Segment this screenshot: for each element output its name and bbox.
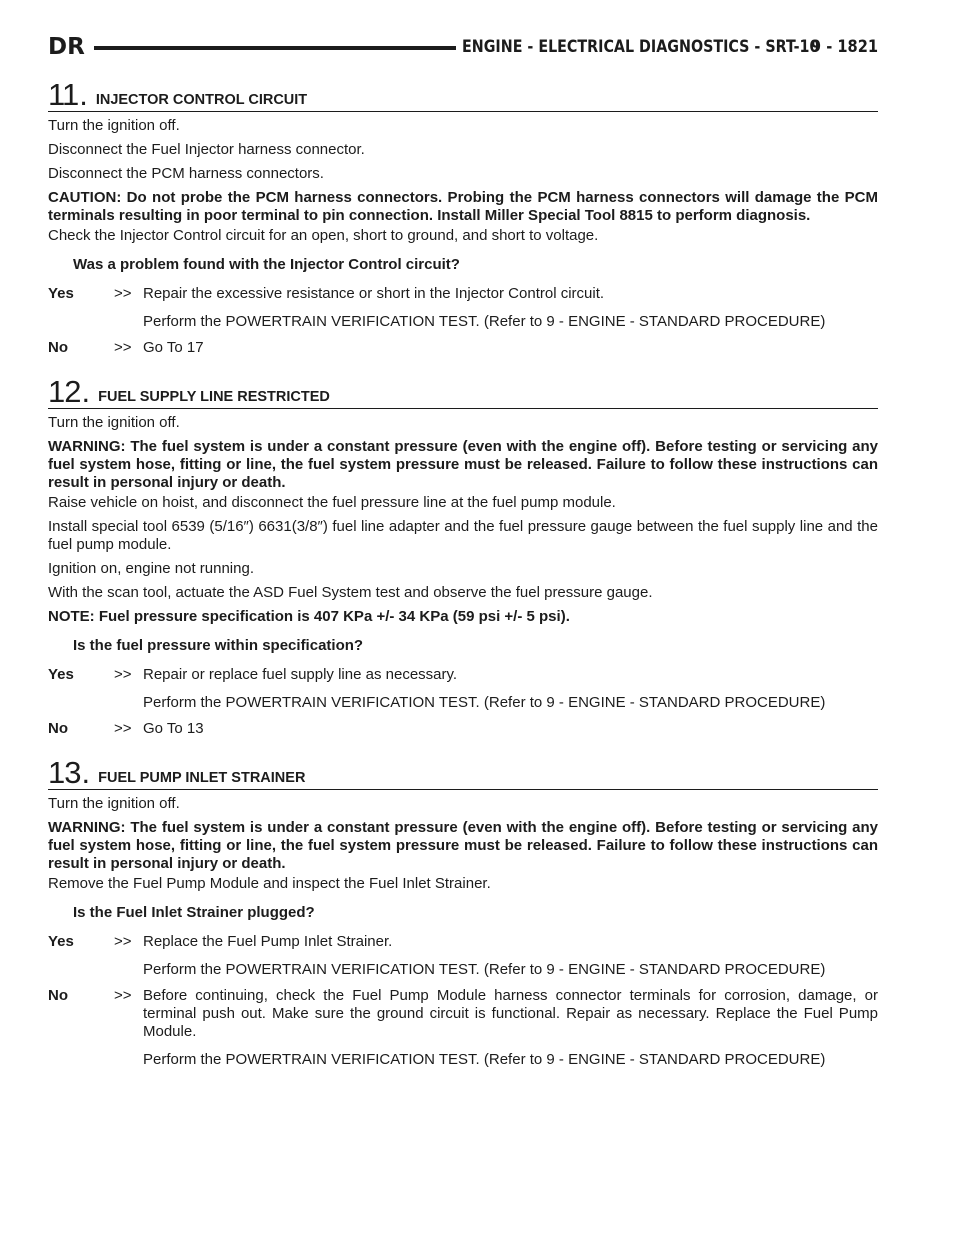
step-heading	[48, 77, 878, 112]
step-13	[48, 755, 878, 1069]
answer-yes	[48, 933, 878, 979]
answer-label: Yes	[48, 933, 74, 950]
answer-action: Before continuing, check the Fuel Pump Module harness connector terminals for corrosion, damage, or terminal push out. Make sure the ground circuit is functional. Repair as necessary. Replace the Fuel Pump Module.	[143, 987, 878, 1040]
instruction: Install special tool 6539 (5/16″) 6631(3/8″) fuel line adapter and the fuel pressure gauge between the fuel supply line and the fuel pump module.	[48, 518, 878, 553]
answer-arrow: >>	[114, 339, 132, 356]
step-12	[48, 374, 878, 738]
header-rule	[94, 46, 456, 50]
instruction: Check the Injector Control circuit for an open, short to ground, and short to voltage.	[48, 227, 599, 244]
diagnostic-question: Was a problem found with the Injector Control circuit?	[73, 256, 460, 273]
answer-label: No	[48, 987, 68, 1004]
answer-arrow: >>	[114, 666, 132, 683]
answer-action: Go To 17	[143, 339, 204, 356]
step-heading	[48, 374, 878, 409]
diagnostic-question: Is the Fuel Inlet Strainer plugged?	[73, 904, 315, 921]
answer-label: Yes	[48, 285, 74, 302]
step-heading	[48, 755, 878, 790]
header-page-number: 9 - 1821	[810, 37, 878, 57]
answer-action: Repair or replace fuel supply line as necessary.	[143, 666, 458, 683]
answer-action: Perform the POWERTRAIN VERIFICATION TEST. (Refer to 9 - ENGINE - STANDARD PROCEDURE)	[143, 1051, 826, 1068]
step-number-dot: .	[79, 77, 88, 112]
answer-action: Perform the POWERTRAIN VERIFICATION TEST. (Refer to 9 - ENGINE - STANDARD PROCEDURE)	[143, 313, 826, 330]
answer-yes	[48, 666, 878, 712]
answer-arrow: >>	[114, 987, 132, 1004]
step-number: 13	[48, 755, 81, 790]
instruction: With the scan tool, actuate the ASD Fuel System test and observe the fuel pressure gauge.	[48, 584, 653, 601]
answer-yes	[48, 285, 878, 331]
step-number-dot: .	[81, 755, 91, 790]
answer-label: No	[48, 339, 68, 356]
answer-arrow: >>	[114, 720, 132, 737]
warning-text: WARNING: The fuel system is under a constant pressure (even with the engine off). Before testing or servicing any fuel system hose, fitting or line, the fuel system pressure must be released. Failure to follow these instructions can result in personal injury or death.	[48, 819, 878, 872]
answer-label: No	[48, 720, 68, 737]
warning-text: WARNING: The fuel system is under a constant pressure (even with the engine off). Before testing or servicing any fuel system hose, fitting or line, the fuel system pressure must be released. Failure to follow these instructions can result in personal injury or death.	[48, 438, 878, 491]
step-title: FUEL PUMP INLET STRAINER	[98, 770, 306, 786]
instruction: Turn the ignition off.	[48, 795, 180, 812]
caution-text: CAUTION: Do not probe the PCM harness connectors. Probing the PCM harness connectors will damage the PCM terminals resulting in poor terminal to pin connection. Install Miller Special Tool 8815 to perform diagnosis.	[48, 189, 878, 224]
instruction: Turn the ignition off.	[48, 117, 180, 134]
answer-action: Perform the POWERTRAIN VERIFICATION TEST. (Refer to 9 - ENGINE - STANDARD PROCEDURE)	[143, 694, 826, 711]
answer-action: Perform the POWERTRAIN VERIFICATION TEST. (Refer to 9 - ENGINE - STANDARD PROCEDURE)	[143, 961, 826, 978]
instruction: Raise vehicle on hoist, and disconnect the fuel pressure line at the fuel pump module.	[48, 494, 616, 511]
answer-no	[48, 720, 878, 738]
answer-label: Yes	[48, 666, 74, 683]
answer-action: Go To 13	[143, 720, 204, 737]
running-header	[48, 32, 878, 66]
header-section-code: DR	[48, 34, 85, 60]
header-title: ENGINE - ELECTRICAL DIAGNOSTICS - SRT-10	[462, 37, 820, 57]
step-11	[48, 77, 878, 357]
answer-no	[48, 987, 878, 1069]
instruction: Remove the Fuel Pump Module and inspect the Fuel Inlet Strainer.	[48, 875, 491, 892]
answer-no	[48, 339, 878, 357]
instruction: Ignition on, engine not running.	[48, 560, 254, 577]
note-text: NOTE: Fuel pressure specification is 407 KPa +/- 34 KPa (59 psi +/- 5 psi).	[48, 608, 570, 625]
diagnostic-question: Is the fuel pressure within specification?	[73, 637, 364, 654]
manual-page	[48, 32, 878, 1069]
step-number: 11	[48, 77, 79, 112]
step-number: 12	[48, 374, 81, 409]
answer-action: Repair the excessive resistance or short in the Injector Control circuit.	[143, 285, 605, 302]
step-title: FUEL SUPPLY LINE RESTRICTED	[98, 389, 330, 405]
step-title: INJECTOR CONTROL CIRCUIT	[95, 92, 308, 108]
instruction: Disconnect the PCM harness connectors.	[48, 165, 324, 182]
answer-action: Replace the Fuel Pump Inlet Strainer.	[143, 933, 393, 950]
step-number-dot: .	[81, 374, 91, 409]
instruction: Turn the ignition off.	[48, 414, 180, 431]
instruction: Disconnect the Fuel Injector harness connector.	[48, 141, 365, 158]
answer-arrow: >>	[114, 285, 132, 302]
answer-arrow: >>	[114, 933, 132, 950]
